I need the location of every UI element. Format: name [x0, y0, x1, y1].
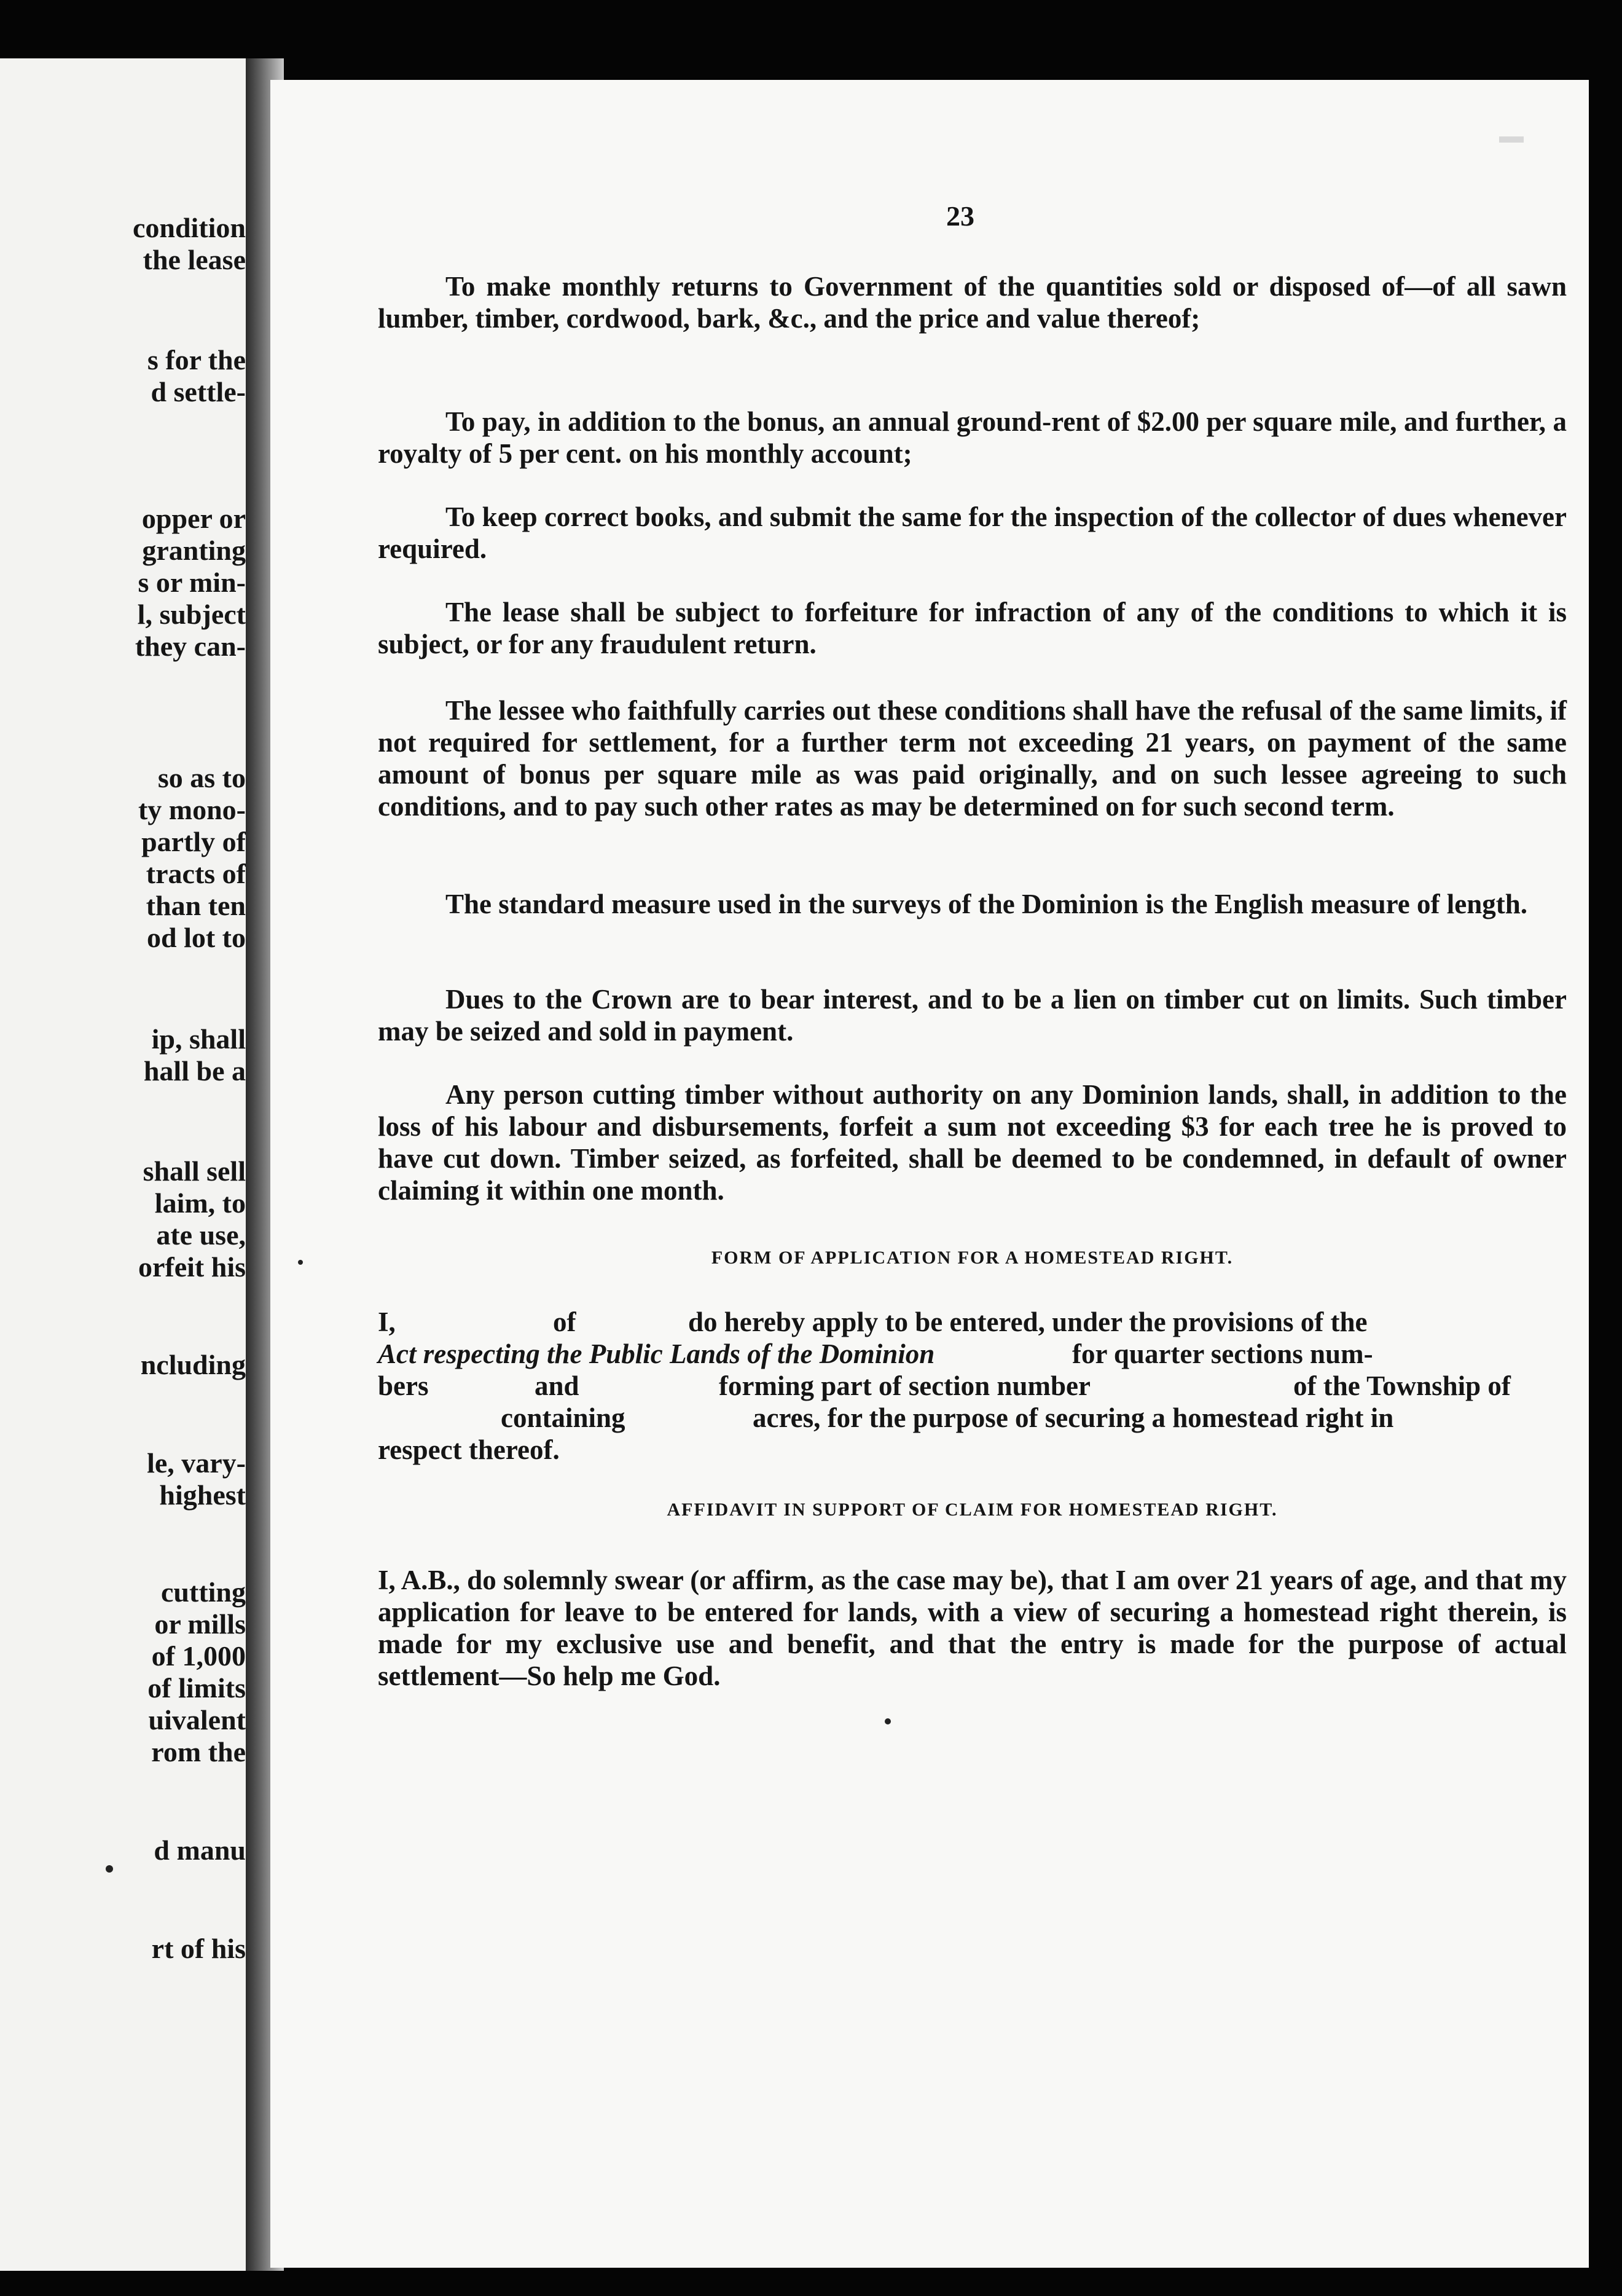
left-page	[0, 58, 257, 2271]
paragraph-ground-rent: To pay, in addition to the bonus, an annual ground-rent of $2.00 per square mile, and further, a royalty of 5 per cent. on his monthly account;	[378, 406, 1567, 469]
form-heading: FORM OF APPLICATION FOR A HOMESTEAD RIGHT.	[711, 1248, 1234, 1268]
left-page-fragment: cutting	[161, 1576, 246, 1608]
page-number: 23	[946, 200, 974, 232]
left-page-fragment: le, vary-	[147, 1447, 246, 1479]
paragraph-returns: To make monthly returns to Government of the quantities sold or disposed of—of all sawn lumber, timber, cordwood, bark, &c., and the price and value thereof;	[378, 271, 1567, 334]
left-page-fragment: s for the	[147, 344, 246, 375]
paragraph-refusal: The lessee who faithfully carries out these conditions shall have the refusal of the same limits, if not required for settlement, for a further term not exceeding 21 years, on payment of the same amount of bonus per square mile as was paid originally, and on such lessee agreeing to such conditions, and to pay such other rates as may be determined on for such second term.	[378, 695, 1567, 822]
left-page-fragment: ty mono-	[138, 794, 246, 825]
form-l2-italic: Act respecting the Public Lands of the Dominion	[378, 1339, 935, 1369]
form-l1-b: of	[553, 1307, 576, 1337]
ink-dot-left	[106, 1865, 113, 1873]
left-page-fragment: opper or	[141, 503, 246, 534]
left-page-fragment: l, subject	[137, 599, 246, 630]
left-page-fragment: of 1,000	[151, 1640, 246, 1672]
left-page-fragment: d settle-	[151, 376, 246, 407]
left-page-fragment: so as to	[157, 762, 246, 793]
form-l2-rest: for quarter sections num-	[1072, 1339, 1373, 1369]
left-page-fragment: highest	[159, 1479, 246, 1511]
ink-dot	[885, 1718, 891, 1724]
paragraph-forfeiture: The lease shall be subject to forfeiture for infraction of any of the conditions to which it is subject, or for any fraudulent return.	[378, 597, 1567, 659]
left-page-fragment: of limits	[147, 1672, 246, 1704]
left-page-fragment: orfeit his	[138, 1251, 246, 1283]
form-l5: respect thereof.	[378, 1434, 560, 1465]
left-page-fragment: rom the	[151, 1736, 246, 1767]
left-page-fragment: condition	[132, 212, 246, 243]
form-l3-c: forming part of section number	[719, 1370, 1091, 1401]
corner-mark	[1499, 136, 1524, 143]
form-l1-a: I,	[378, 1307, 396, 1337]
left-page-fragment: uivalent	[148, 1704, 246, 1736]
form-l4-a: containing	[501, 1402, 625, 1433]
affidavit-text: I, A.B., do solemnly swear (or affirm, as the case may be), that I am over 21 years of age, and that my application for leave to be entered for lands, with a view of securing a homestead right therein, is made for my exclusive use and benefit, and that the entry is made for the purpose of actual settlement—So help me God.	[378, 1565, 1567, 1691]
left-page-fragment: ncluding	[140, 1349, 246, 1380]
ink-dot-margin	[298, 1260, 303, 1265]
left-page-fragment: rt of his	[151, 1933, 246, 1964]
paragraph-cutting: Any person cutting timber without authority on any Dominion lands, shall, in addition to the loss of his labour and disbursements, forfeit a sum not exceeding $3 for each tree he is proved to have cut down. Timber seized, as forfeited, shall be deemed to be condemned, in default of owner claiming it within one month.	[378, 1079, 1567, 1206]
left-page-fragment: laim, to	[154, 1187, 246, 1219]
right-page	[270, 80, 1589, 2268]
form-l3-b: and	[535, 1370, 579, 1401]
left-page-fragment: partly of	[141, 826, 246, 857]
left-page-fragment: shall sell	[143, 1155, 246, 1187]
form-l1-c: do hereby apply to be entered, under the provisions of the	[688, 1307, 1368, 1337]
left-page-fragment: or mills	[154, 1608, 246, 1640]
form-l4-b: acres, for the purpose of securing a homestead right in	[753, 1402, 1394, 1433]
left-page-fragment: d manu	[154, 1834, 246, 1866]
paragraph-dues: Dues to the Crown are to bear interest, and to be a lien on timber cut on limits. Such timber may be seized and sold in payment.	[378, 984, 1567, 1047]
left-page-fragment: hall be a	[143, 1055, 246, 1087]
left-page-fragment: than ten	[146, 890, 246, 921]
left-page-fragment: s or min-	[138, 567, 246, 598]
paragraph-books: To keep correct books, and submit the same for the inspection of the collector of dues whenever required.	[378, 501, 1567, 564]
left-page-fragment: ip, shall	[151, 1023, 246, 1055]
left-page-fragment: they can-	[135, 631, 246, 662]
left-page-fragment: ate use,	[156, 1219, 246, 1251]
form-l3-a: bers	[378, 1370, 429, 1401]
left-page-fragment: the lease	[143, 244, 246, 275]
affidavit-heading: AFFIDAVIT IN SUPPORT OF CLAIM FOR HOMESTEAD RIGHT.	[667, 1500, 1278, 1520]
left-page-fragment: granting	[142, 535, 246, 566]
left-page-fragment: tracts of	[146, 858, 246, 889]
left-page-fragment: od lot to	[147, 922, 246, 953]
form-l3-d: of the Township of	[1293, 1370, 1511, 1401]
paragraph-measure: The standard measure used in the surveys of the Dominion is the English measure of length.	[445, 889, 1527, 919]
